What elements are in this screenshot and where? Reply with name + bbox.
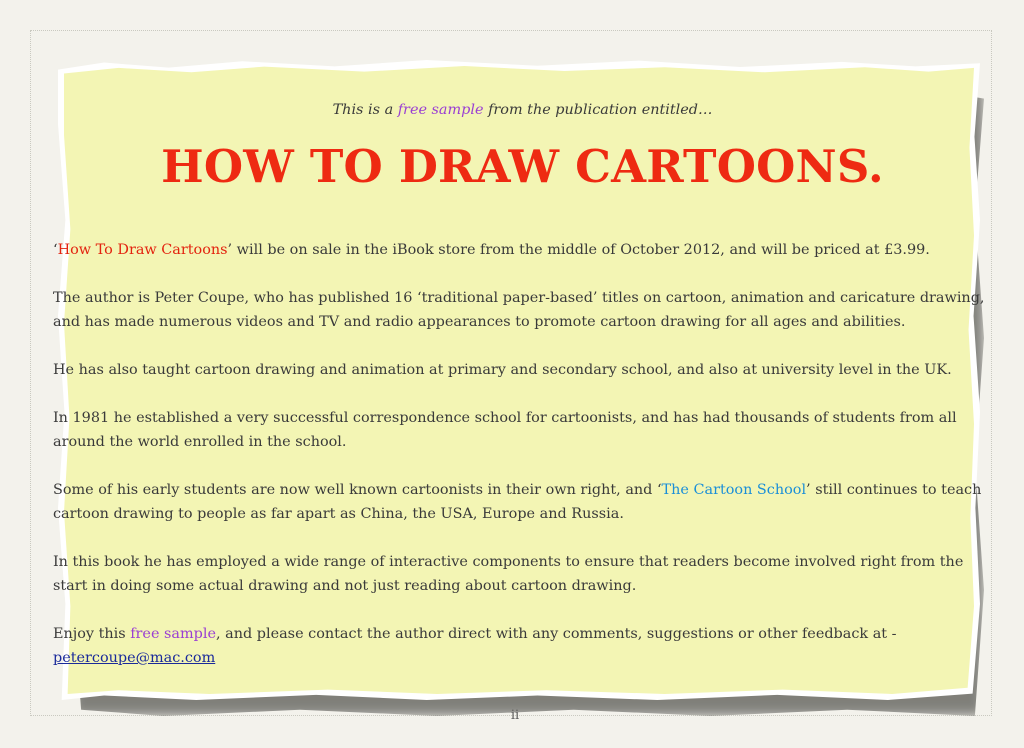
paragraph-contact	[53, 622, 988, 670]
cartoon-school-before: Some of his early students are now well known cartoonists in their own right, and ‘	[53, 482, 662, 498]
contact-before: Enjoy this	[53, 626, 131, 642]
intro-line	[53, 98, 988, 120]
paragraph-release-info	[53, 238, 988, 262]
page-title: HOW TO DRAW CARTOONS.	[161, 140, 884, 193]
intro-before: This is a	[332, 102, 398, 118]
paragraph-correspondence-school: In 1981 he established a very successful correspondence school for cartoonists, and has had thousands of students from all around the world enrolled in the school.	[53, 410, 957, 450]
paragraph-cartoon-school	[53, 478, 988, 526]
paragraph-teaching: He has also taught cartoon drawing and animation at primary and secondary school, and also at university level in the UK.	[53, 362, 952, 378]
release-info-text: ’ will be on sale in the iBook store from the middle of October 2012, and will be priced at £3.99.	[227, 242, 930, 258]
paragraph-interactive: In this book he has employed a wide range of interactive components to ensure that readers become involved right from the start in doing some actual drawing and not just reading about cartoon drawing.	[53, 554, 964, 594]
cartoon-school-link[interactable]: The Cartoon School	[661, 482, 807, 498]
sample-page-content	[53, 98, 988, 670]
book-title-link[interactable]: How To Draw Cartoons	[57, 242, 228, 258]
open-quote: ‘	[53, 242, 58, 258]
contact-middle: , and please contact the author direct with any comments, suggestions or other feedback at -	[215, 626, 897, 642]
paragraph-author-bio: The author is Peter Coupe, who has published 16 ‘traditional paper-based’ titles on cartoon, animation and caricature drawing, and has made numerous videos and TV and radio appearances to promote cartoon drawing for all ages and abilities.	[53, 290, 985, 330]
free-sample-link[interactable]: free sample	[397, 102, 484, 118]
author-email-link[interactable]: petercoupe@mac.com	[53, 650, 216, 666]
cartoon-school-after: ’ still continues to teach cartoon drawing to people as far apart as China, the USA, Europe and Russia.	[53, 482, 982, 522]
intro-after: from the publication entitled…	[483, 102, 713, 118]
page-number: ii	[510, 708, 520, 723]
free-sample-link-2[interactable]: free sample	[130, 626, 216, 642]
